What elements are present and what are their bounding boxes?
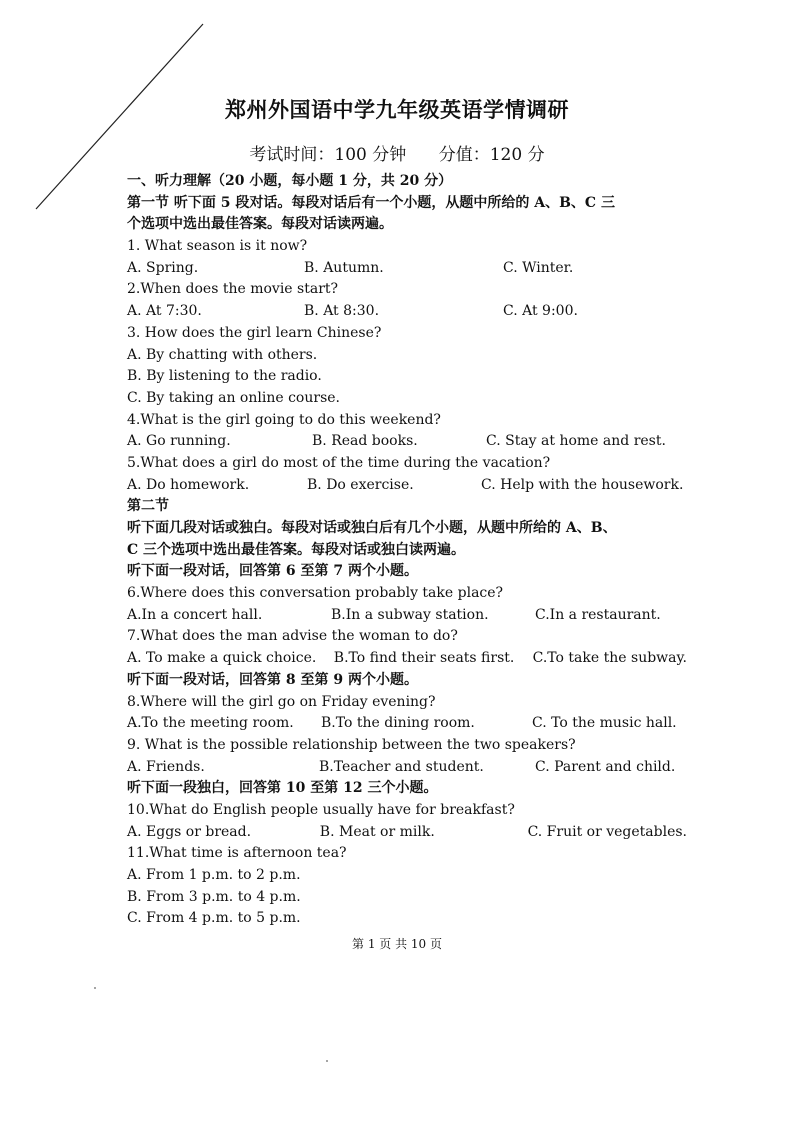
- part2-instruction: C 三个选项中选出最佳答案。每段对话或独白读两遍。: [127, 541, 466, 558]
- group-instruction: 听下面一段对话，回答第 6 至第 7 两个小题。: [127, 563, 418, 580]
- option: C. By taking an online course.: [127, 389, 340, 406]
- scan-speck: [94, 987, 96, 989]
- part2-heading: 第二节: [127, 498, 169, 515]
- part1-instruction: 第一节 听下面 5 段对话。每段对话后有一个小题，从题中所给的 A、B、C 三: [127, 194, 615, 211]
- option: B.To the dining room.: [321, 715, 475, 732]
- question: 2.When does the movie start?: [127, 281, 339, 298]
- exam-title: 郑州外国语中学九年级英语学情调研: [225, 97, 569, 122]
- question: 4.What is the girl going to do this weekend?: [127, 411, 441, 428]
- options-row: [127, 648, 687, 670]
- question: 10.What do English people usually have for breakfast?: [127, 801, 515, 818]
- option: B.To find their seats first.: [333, 650, 515, 667]
- question: 1. What season is it now?: [127, 238, 308, 255]
- option: B. Meat or milk.: [319, 823, 435, 840]
- question: 11.What time is afternoon tea?: [127, 845, 347, 862]
- option: C.To take the subway.: [532, 650, 687, 667]
- options-row: [127, 431, 687, 453]
- exam-body: [127, 171, 687, 930]
- options-row: [127, 757, 687, 779]
- option: B. At 8:30.: [304, 303, 380, 320]
- option: A.In a concert hall.: [127, 606, 263, 623]
- option: C. To the music hall.: [532, 715, 677, 732]
- option: B. Do exercise.: [307, 476, 414, 493]
- option: A. At 7:30.: [127, 303, 202, 320]
- question: 8.Where will the girl go on Friday evening?: [127, 693, 436, 710]
- scan-speck: [326, 1060, 328, 1062]
- group-instruction: 听下面一段对话，回答第 8 至第 9 两个小题。: [127, 671, 418, 688]
- options-row: [127, 713, 687, 735]
- option: B. Autumn.: [304, 259, 384, 276]
- option: B.In a subway station.: [331, 606, 489, 623]
- part2-instruction: 听下面几段对话或独白。每段对话或独白后有几个小题，从题中所给的 A、B、: [127, 520, 617, 536]
- part1-instruction: 个选项中选出最佳答案。每段对话读两遍。: [127, 216, 393, 233]
- option: A. Do homework.: [127, 476, 250, 493]
- option: B. Read books.: [312, 433, 418, 450]
- exam-score: 分值：120 分: [438, 145, 545, 165]
- option: A. Eggs or bread.: [127, 823, 252, 840]
- question: 9. What is the possible relationship between the two speakers?: [127, 736, 576, 753]
- option: A. Go running.: [127, 433, 231, 450]
- option: A.To the meeting room.: [127, 715, 294, 732]
- option: C. Stay at home and rest.: [486, 433, 666, 450]
- option: A. Spring.: [127, 259, 199, 276]
- question: 5.What does a girl do most of the time during the vacation?: [127, 454, 551, 471]
- option: C. Fruit or vegetables.: [527, 823, 687, 840]
- options-row: [127, 258, 687, 280]
- option: A. From 1 p.m. to 2 p.m.: [127, 867, 301, 883]
- section-heading: 一、听力理解（20 小题，每小题 1 分，共 20 分）: [127, 173, 453, 189]
- exam-time: 考试时间：100 分钟: [249, 145, 407, 165]
- page-number: 第 1 页 共 10 页: [352, 937, 442, 951]
- options-row: [127, 475, 687, 497]
- question: 3. How does the girl learn Chinese?: [127, 324, 382, 341]
- option: C. At 9:00.: [503, 303, 578, 320]
- group-instruction: 听下面一段独白，回答第 10 至第 12 三个小题。: [127, 780, 438, 797]
- option: C. Parent and child.: [535, 758, 676, 775]
- option: C.In a restaurant.: [535, 606, 661, 623]
- option: B. From 3 p.m. to 4 p.m.: [127, 888, 301, 905]
- option: A. Friends.: [127, 758, 205, 775]
- options-row: [127, 301, 687, 323]
- option: A. To make a quick choice.: [127, 650, 317, 667]
- option: A. By chatting with others.: [127, 346, 318, 363]
- option: B. By listening to the radio.: [127, 368, 322, 385]
- options-row: [127, 605, 687, 627]
- options-row: [127, 822, 687, 844]
- question: 6.Where does this conversation probably take place?: [127, 585, 504, 602]
- option: C. Help with the housework.: [481, 476, 684, 493]
- exam-meta: [0, 140, 794, 165]
- option: C. From 4 p.m. to 5 p.m.: [127, 910, 301, 927]
- question: 7.What does the man advise the woman to do?: [127, 628, 458, 645]
- option: B.Teacher and student.: [319, 758, 484, 775]
- option: C. Winter.: [503, 259, 574, 276]
